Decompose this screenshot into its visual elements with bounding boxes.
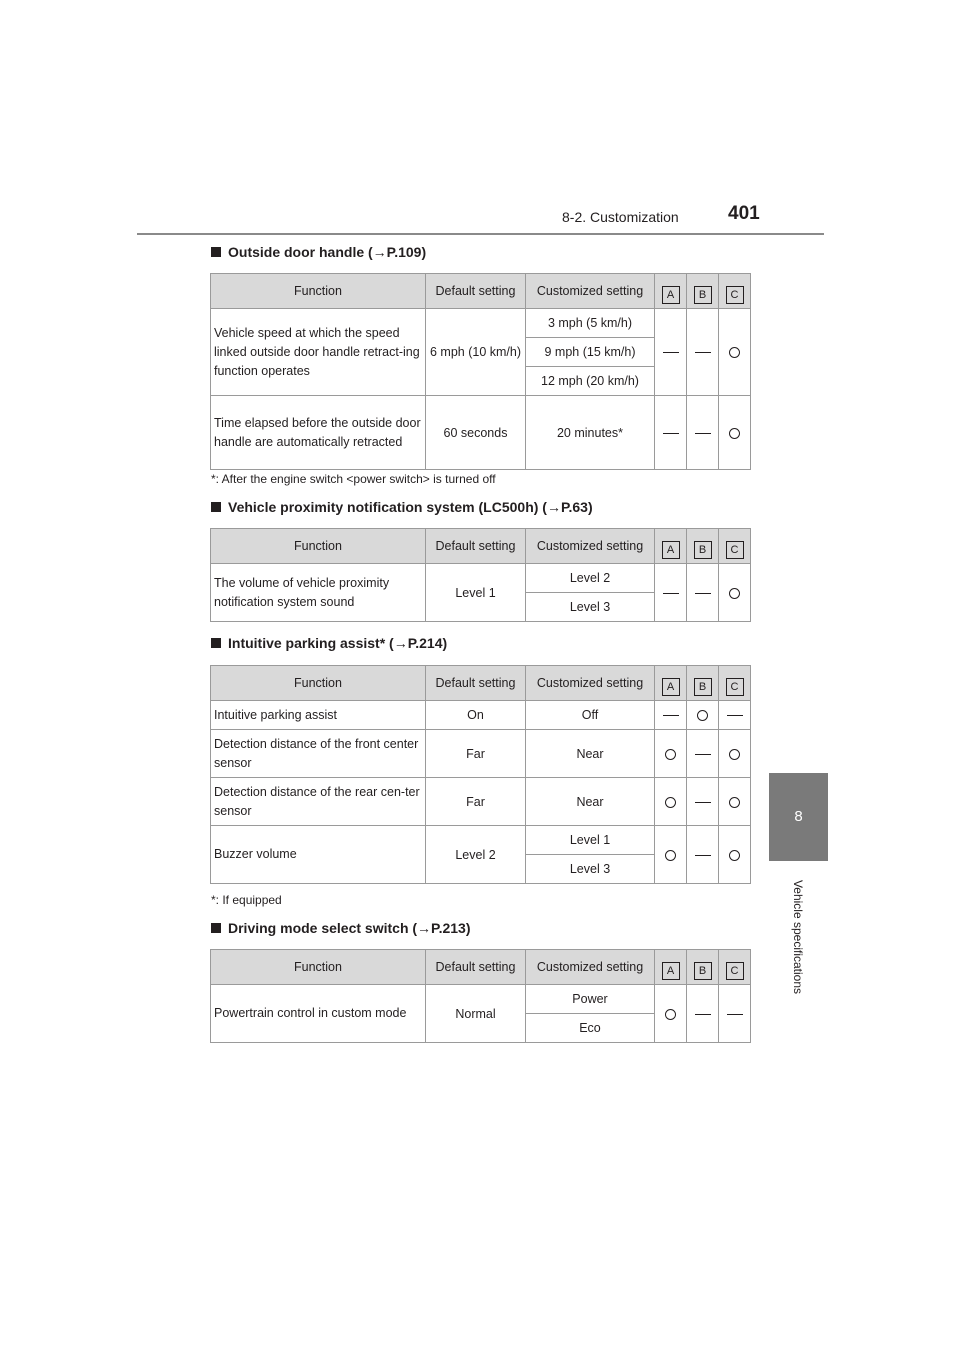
header-default: Default setting (426, 274, 526, 309)
header-rule (137, 233, 824, 235)
circle-mark-icon (729, 588, 740, 599)
circle-mark-icon (729, 749, 740, 760)
col-b-cell (687, 730, 719, 778)
header-function: Function (211, 274, 426, 309)
header-b: B (687, 950, 719, 985)
dash-mark-icon (727, 1014, 743, 1015)
section-heading (211, 635, 447, 651)
col-a-cell (655, 730, 687, 778)
square-bullet-icon (211, 638, 221, 648)
col-c-cell (719, 396, 751, 470)
circle-mark-icon (729, 428, 740, 439)
custom-cell: Near (526, 778, 655, 826)
header-section-title: 8-2. Customization (562, 209, 679, 225)
default-cell: 60 seconds (426, 396, 526, 470)
default-cell: Far (426, 730, 526, 778)
custom-cell: 20 minutes* (526, 396, 655, 470)
header-c: C (719, 274, 751, 309)
custom-cell: 3 mph (5 km/h) (526, 309, 655, 338)
circle-mark-icon (729, 850, 740, 861)
heading-text: Intuitive parking assist* (→P.214) (228, 635, 448, 651)
dash-mark-icon (663, 352, 679, 353)
col-c-cell (719, 778, 751, 826)
function-cell: Time elapsed before the outside door handle are automatically retracted (211, 396, 426, 470)
settings-table (210, 273, 751, 470)
function-cell: Intuitive parking assist (211, 701, 426, 730)
table-header-row (211, 274, 751, 309)
header-a: A (655, 666, 687, 701)
col-c-cell (719, 730, 751, 778)
header-c: C (719, 529, 751, 564)
custom-cell: Level 3 (526, 593, 655, 622)
dash-mark-icon (663, 715, 679, 716)
custom-cell: Near (526, 730, 655, 778)
dash-mark-icon (695, 802, 711, 803)
dash-mark-icon (663, 593, 679, 594)
header-a: A (655, 274, 687, 309)
dash-mark-icon (727, 715, 743, 716)
default-cell: On (426, 701, 526, 730)
custom-cell: Power (526, 985, 655, 1014)
custom-cell: Off (526, 701, 655, 730)
section-heading (211, 244, 426, 260)
settings-table (210, 528, 751, 622)
default-cell: Normal (426, 985, 526, 1043)
header-function: Function (211, 950, 426, 985)
header-b: B (687, 666, 719, 701)
col-b-cell (687, 701, 719, 730)
page-number: 401 (728, 203, 760, 224)
col-a-cell (655, 309, 687, 396)
header-default: Default setting (426, 529, 526, 564)
col-c-cell (719, 826, 751, 884)
function-cell: Detection distance of the front center sensor (211, 730, 426, 778)
chapter-tab: 8 (769, 773, 828, 861)
col-a-cell (655, 564, 687, 622)
dash-mark-icon (695, 433, 711, 434)
function-cell: Powertrain control in custom mode (211, 985, 426, 1043)
function-cell: Vehicle speed at which the speed linked outside door handle retract-ing function operates (211, 309, 426, 396)
col-c-cell (719, 985, 751, 1043)
header-custom: Customized setting (526, 274, 655, 309)
function-cell: The volume of vehicle proximity notification system sound (211, 564, 426, 622)
header-custom: Customized setting (526, 529, 655, 564)
header-b: B (687, 529, 719, 564)
default-cell: Level 1 (426, 564, 526, 622)
table-row (211, 396, 751, 470)
table-row (211, 730, 751, 778)
circle-mark-icon (729, 347, 740, 358)
col-b-cell (687, 309, 719, 396)
col-b-cell (687, 396, 719, 470)
dash-mark-icon (663, 433, 679, 434)
circle-mark-icon (665, 749, 676, 760)
circle-mark-icon (665, 797, 676, 808)
header-a: A (655, 529, 687, 564)
col-c-cell (719, 701, 751, 730)
header-default: Default setting (426, 666, 526, 701)
circle-mark-icon (665, 850, 676, 861)
custom-cell: 9 mph (15 km/h) (526, 338, 655, 367)
footnote: *: If equipped (211, 893, 282, 907)
header-custom: Customized setting (526, 666, 655, 701)
custom-cell: Level 3 (526, 855, 655, 884)
col-b-cell (687, 985, 719, 1043)
col-a-cell (655, 701, 687, 730)
default-cell: 6 mph (10 km/h) (426, 309, 526, 396)
square-bullet-icon (211, 923, 221, 933)
col-b-cell (687, 826, 719, 884)
table-row (211, 778, 751, 826)
function-cell: Detection distance of the rear cen-ter sensor (211, 778, 426, 826)
table-header-row (211, 666, 751, 701)
footnote: *: After the engine switch <power switch> is turned off (211, 472, 496, 486)
header-custom: Customized setting (526, 950, 655, 985)
square-bullet-icon (211, 247, 221, 257)
dash-mark-icon (695, 1014, 711, 1015)
dash-mark-icon (695, 352, 711, 353)
header-function: Function (211, 529, 426, 564)
custom-cell: 12 mph (20 km/h) (526, 367, 655, 396)
circle-mark-icon (729, 797, 740, 808)
header-c: C (719, 950, 751, 985)
table-header-row (211, 950, 751, 985)
dash-mark-icon (695, 754, 711, 755)
chapter-side-label: Vehicle specifications (791, 879, 805, 995)
circle-mark-icon (665, 1009, 676, 1020)
header-function: Function (211, 666, 426, 701)
table-row (211, 701, 751, 730)
dash-mark-icon (695, 855, 711, 856)
square-bullet-icon (211, 502, 221, 512)
function-cell: Buzzer volume (211, 826, 426, 884)
col-b-cell (687, 564, 719, 622)
col-a-cell (655, 396, 687, 470)
custom-cell: Eco (526, 1014, 655, 1043)
default-cell: Level 2 (426, 826, 526, 884)
header-c: C (719, 666, 751, 701)
dash-mark-icon (695, 593, 711, 594)
col-c-cell (719, 309, 751, 396)
col-a-cell (655, 985, 687, 1043)
table-row (211, 564, 751, 593)
header-b: B (687, 274, 719, 309)
heading-text: Driving mode select switch (→P.213) (228, 920, 471, 936)
custom-cell: Level 2 (526, 564, 655, 593)
col-a-cell (655, 826, 687, 884)
custom-cell: Level 1 (526, 826, 655, 855)
default-cell: Far (426, 778, 526, 826)
col-a-cell (655, 778, 687, 826)
col-c-cell (719, 564, 751, 622)
header-a: A (655, 950, 687, 985)
header-default: Default setting (426, 950, 526, 985)
heading-text: Outside door handle (→P.109) (228, 244, 427, 260)
circle-mark-icon (697, 710, 708, 721)
section-heading (211, 499, 593, 515)
settings-table (210, 665, 751, 884)
table-row (211, 309, 751, 338)
settings-table (210, 949, 751, 1043)
table-header-row (211, 529, 751, 564)
section-heading (211, 920, 471, 936)
heading-text: Vehicle proximity notification system (LC500h) (→P.63) (228, 499, 593, 515)
table-row (211, 826, 751, 855)
table-row (211, 985, 751, 1014)
col-b-cell (687, 778, 719, 826)
